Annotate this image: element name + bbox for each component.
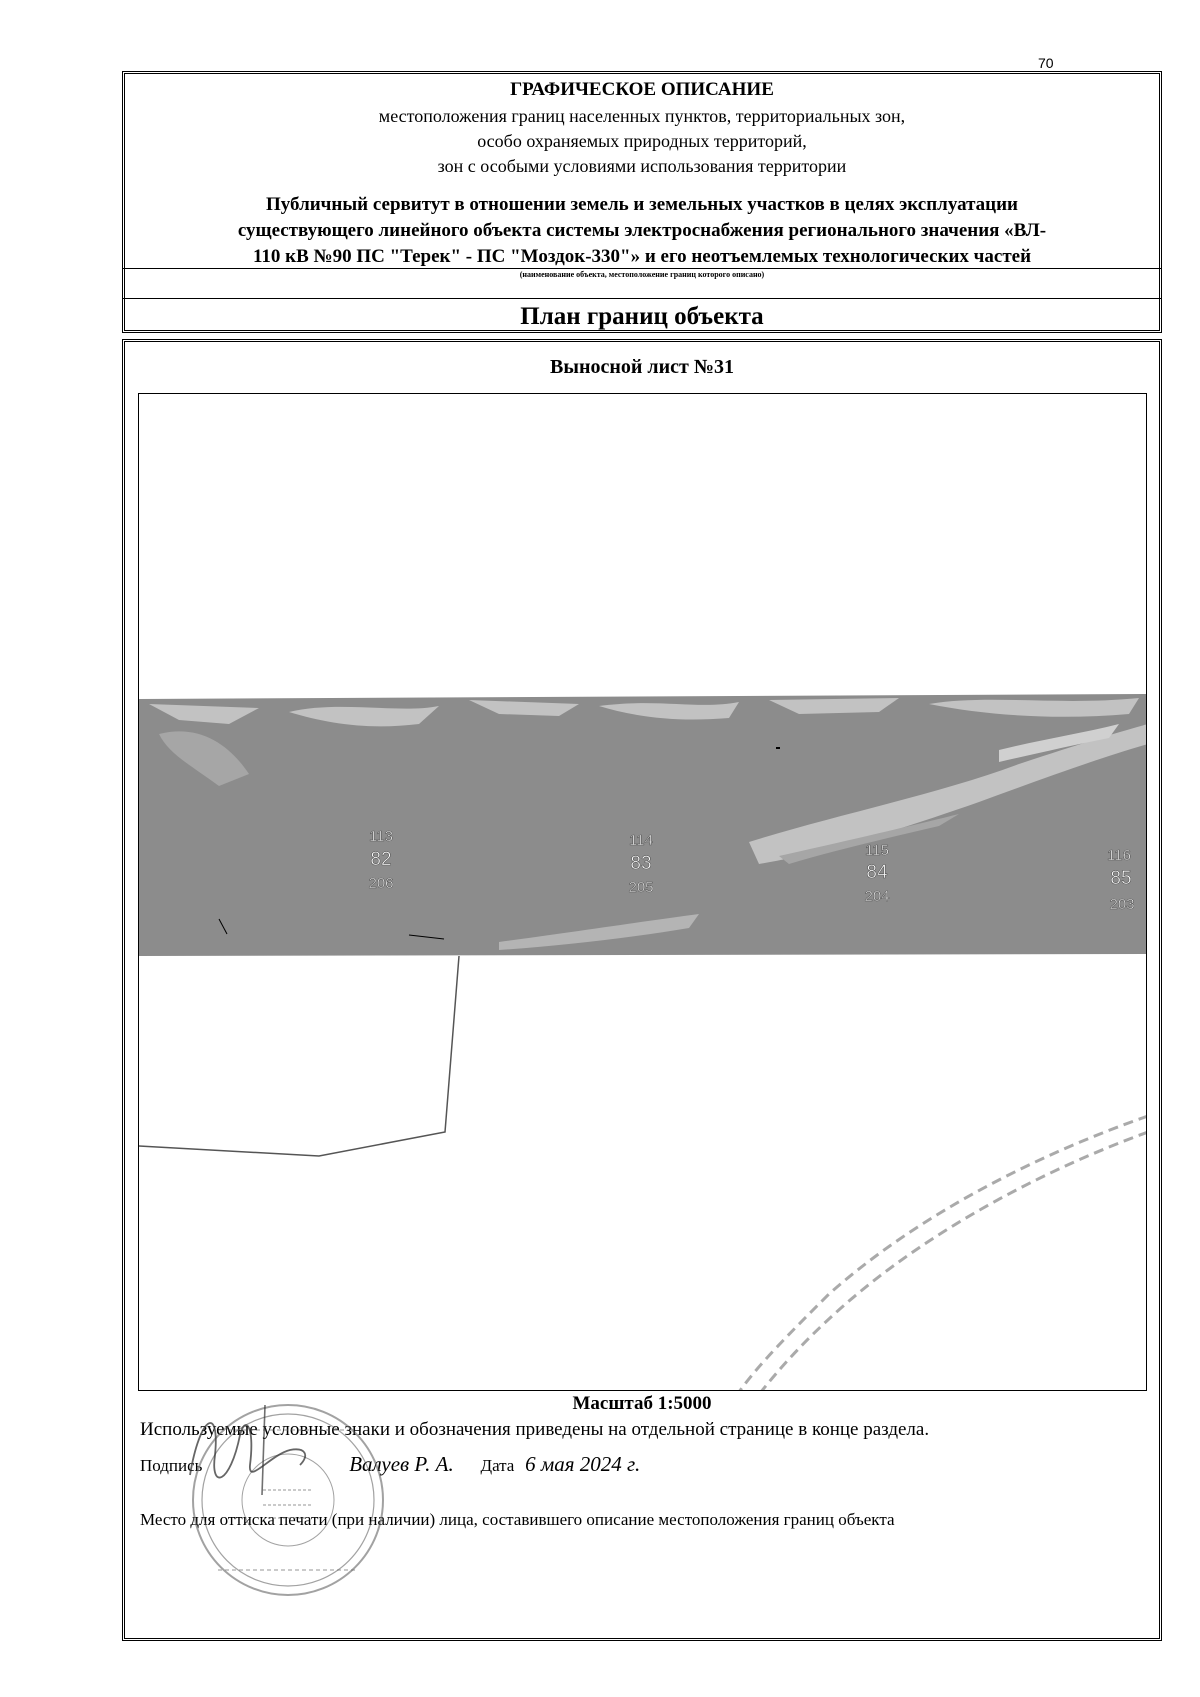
point-label-bot: 203 — [1109, 896, 1135, 913]
object-line-2: существующего линейного объекта системы электроснабжения регионального значения «ВЛ- — [237, 220, 1047, 241]
date-value: 6 мая 2024 г. — [525, 1452, 641, 1476]
point-label-115 — [864, 842, 889, 905]
map-canvas — [139, 394, 1147, 1391]
parcel-boundary — [139, 956, 459, 1156]
object-line-1: Публичный сервитут в отношении земель и земельных участков в целях эксплуатации — [266, 194, 1018, 215]
seal-note: Место для оттиска печати (при наличии) лица, составившего описание местоположения границ объекта — [140, 1510, 895, 1529]
point-label-113 — [368, 828, 393, 892]
signature-label: Подпись — [140, 1456, 203, 1475]
point-label-mid: 85 — [1110, 868, 1132, 889]
date-label: Дата — [480, 1456, 515, 1475]
point-label-top: 114 — [629, 832, 653, 849]
point-label-top: 115 — [865, 842, 889, 859]
document-title: ГРАФИЧЕСКОЕ ОПИСАНИЕ — [510, 79, 774, 100]
sheet-title: Выносной лист №31 — [550, 356, 734, 378]
servitude-band — [139, 694, 1147, 956]
map-frame — [138, 393, 1147, 1391]
point-label-top: 116 — [1107, 847, 1131, 864]
point-label-bot: 204 — [864, 888, 890, 905]
subtitle-line-2: особо охраняемых природных территорий, — [477, 131, 807, 151]
road-dashed — [739, 1116, 1147, 1391]
point-label-116 — [1107, 847, 1134, 913]
header-divider-2 — [122, 298, 1162, 299]
point-label-mid: 84 — [866, 862, 888, 883]
point-label-114 — [628, 832, 653, 896]
point-label-mid: 83 — [630, 853, 652, 874]
point-label-top: 113 — [369, 828, 393, 845]
point-label-bot: 205 — [628, 879, 654, 896]
legend-note: Используемые условные знаки и обозначения приведены на отдельной странице в конце раздела. — [140, 1419, 930, 1440]
subtitle-line-1: местоположения границ населенных пунктов, территориальных зон, — [378, 106, 906, 126]
header-divider-1 — [122, 268, 1162, 269]
point-label-mid: 82 — [370, 849, 392, 870]
subtitle-line-3: зон с особыми условиями использования территории — [437, 156, 847, 176]
object-line-3: 110 кВ №90 ПС "Терек" - ПС "Моздок-330"» и его неотъемлемых технологических частей — [252, 246, 1032, 267]
handwritten-signature — [170, 1395, 330, 1505]
object-name — [150, 192, 1134, 270]
point-label-bot: 206 — [368, 875, 394, 892]
scale-label: Масштаб 1:5000 — [572, 1393, 712, 1414]
page-number: 70 — [1038, 55, 1054, 71]
plan-title: План границ объекта — [520, 303, 764, 330]
object-caption: (наименование объекта, местоположение границ которого описано) — [519, 270, 765, 279]
signer-name: Валуев Р. А. — [349, 1452, 454, 1476]
